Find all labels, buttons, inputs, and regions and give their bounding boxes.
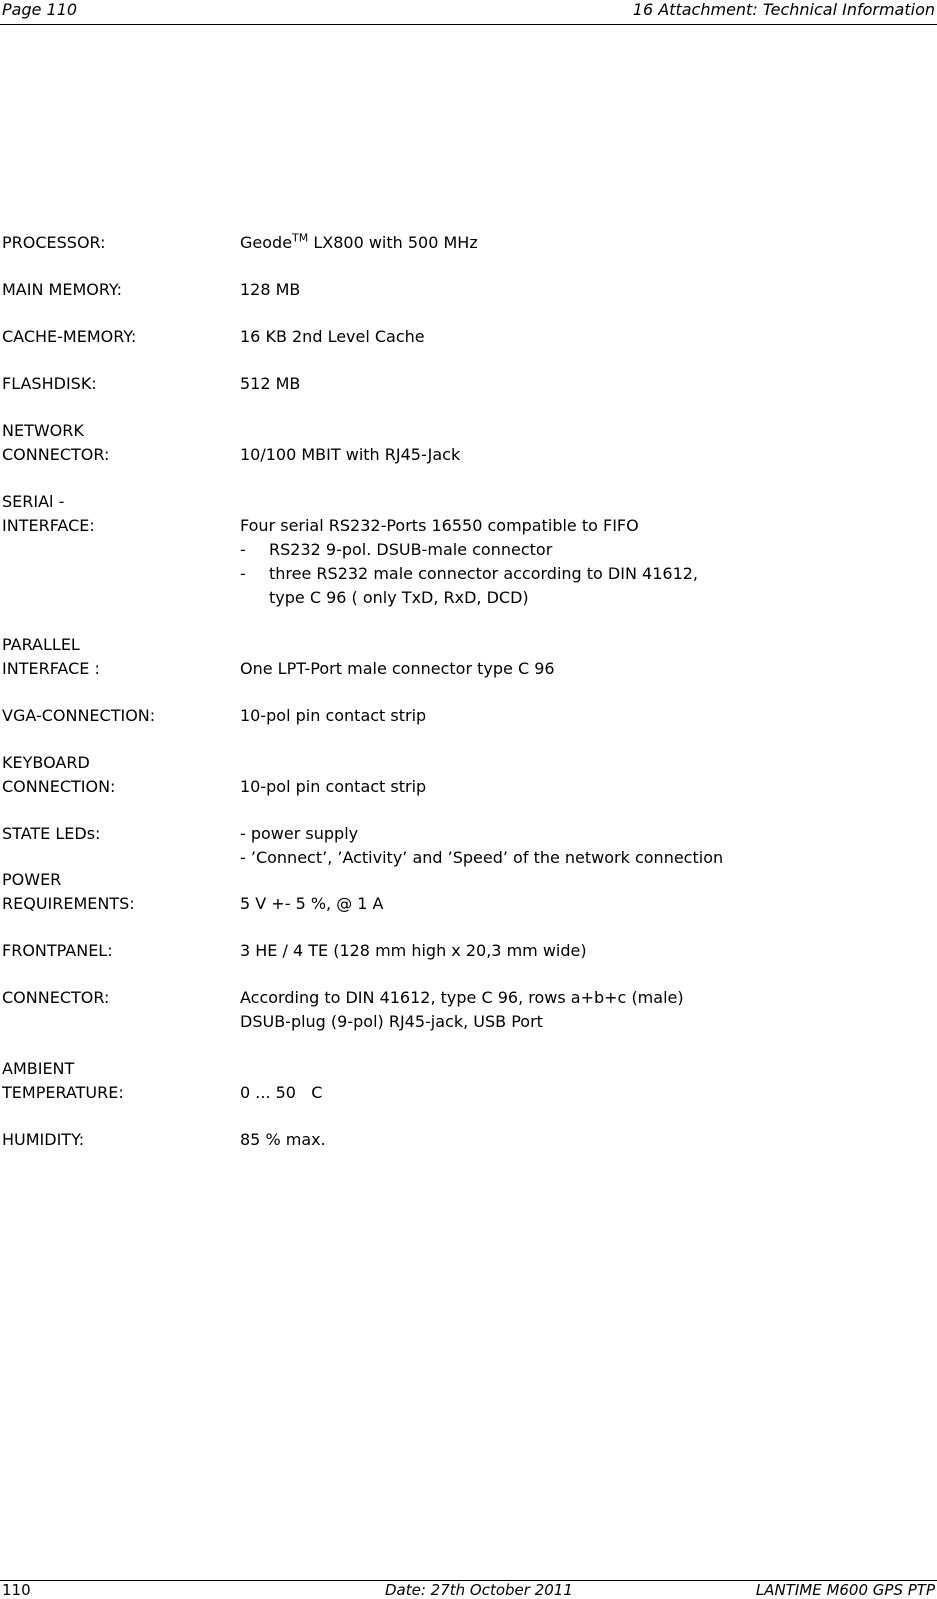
- spec-value: One LPT-Port male connector type C 96: [240, 659, 555, 678]
- spec-label: FLASHDISK:: [2, 374, 97, 393]
- spec-label-line2: REQUIREMENTS:: [2, 894, 135, 913]
- page-footer: [0, 1580, 937, 1599]
- bullet-dash: -: [240, 540, 246, 559]
- spec-label: HUMIDITY:: [2, 1130, 85, 1149]
- product-name: LANTIME M600 GPS PTP: [755, 1581, 935, 1599]
- spec-label: PROCESSOR:: [2, 233, 106, 252]
- spec-value: - power supply: [240, 824, 359, 843]
- spec-value: 5 V +- 5 %, @ 1 A: [240, 894, 384, 913]
- spec-label-line2: CONNECTION:: [2, 777, 116, 796]
- spec-value: 85 % max.: [240, 1130, 326, 1149]
- spec-value: 128 MB: [240, 280, 301, 299]
- section-title: 16 Attachment: Technical Information: [632, 0, 935, 19]
- spec-value: 16 KB 2nd Level Cache: [240, 327, 425, 346]
- processor-name: Geode: [240, 233, 293, 252]
- spec-label: FRONTPANEL:: [2, 941, 113, 960]
- spec-label-line1: NETWORK: [2, 421, 84, 440]
- spec-value: [240, 232, 478, 253]
- spec-label-line2: TEMPERATURE:: [2, 1083, 124, 1102]
- spec-label-line2: INTERFACE:: [2, 516, 95, 535]
- spec-value: DSUB-plug (9-pol) RJ45-jack, USB Port: [240, 1012, 543, 1031]
- bullet-dash: -: [240, 564, 246, 583]
- processor-detail: LX800 with 500 MHz: [308, 233, 478, 252]
- trademark-sup: TM: [292, 231, 309, 245]
- spec-value: 10-pol pin contact strip: [240, 706, 427, 725]
- bullet-text: type C 96 ( only TxD, RxD, DCD): [269, 588, 529, 607]
- document-date: Date: 27th October 2011: [385, 1581, 573, 1599]
- spec-value: 3 HE / 4 TE (128 mm high x 20,3 mm wide): [240, 941, 587, 960]
- page-header: [0, 0, 937, 25]
- spec-label: MAIN MEMORY:: [2, 280, 122, 299]
- spec-value: 10-pol pin contact strip: [240, 777, 427, 796]
- spec-value: According to DIN 41612, type C 96, rows a+b+c (male): [240, 988, 684, 1007]
- spec-value: 512 MB: [240, 374, 301, 393]
- bullet-text: RS232 9-pol. DSUB-male connector: [269, 540, 553, 559]
- spec-label-line1: PARALLEL: [2, 635, 80, 654]
- spec-label: STATE LEDs:: [2, 824, 101, 843]
- spec-value: 0 ... 50 C: [240, 1083, 323, 1102]
- page-label: Page 110: [2, 0, 78, 19]
- page-number: 110: [2, 1581, 31, 1599]
- spec-label-line1: POWER: [2, 870, 62, 889]
- bullet-text: three RS232 male connector according to DIN 41612,: [269, 564, 699, 583]
- spec-value: Four serial RS232-Ports 16550 compatible to FIFO: [240, 516, 639, 535]
- spec-label-line1: SERIAl -: [2, 492, 65, 511]
- spec-label-line1: KEYBOARD: [2, 753, 90, 772]
- spec-label: CACHE-MEMORY:: [2, 327, 137, 346]
- spec-label-line2: INTERFACE :: [2, 659, 100, 678]
- spec-label-line1: AMBIENT: [2, 1059, 75, 1078]
- spec-label-line2: CONNECTOR:: [2, 445, 110, 464]
- spec-value: 10/100 MBIT with RJ45-Jack: [240, 445, 461, 464]
- spec-value: - ’Connect’, ’Activity’ and ’Speed’ of the network connection: [240, 848, 724, 867]
- spec-label: CONNECTOR:: [2, 988, 110, 1007]
- spec-label: VGA-CONNECTION:: [2, 706, 156, 725]
